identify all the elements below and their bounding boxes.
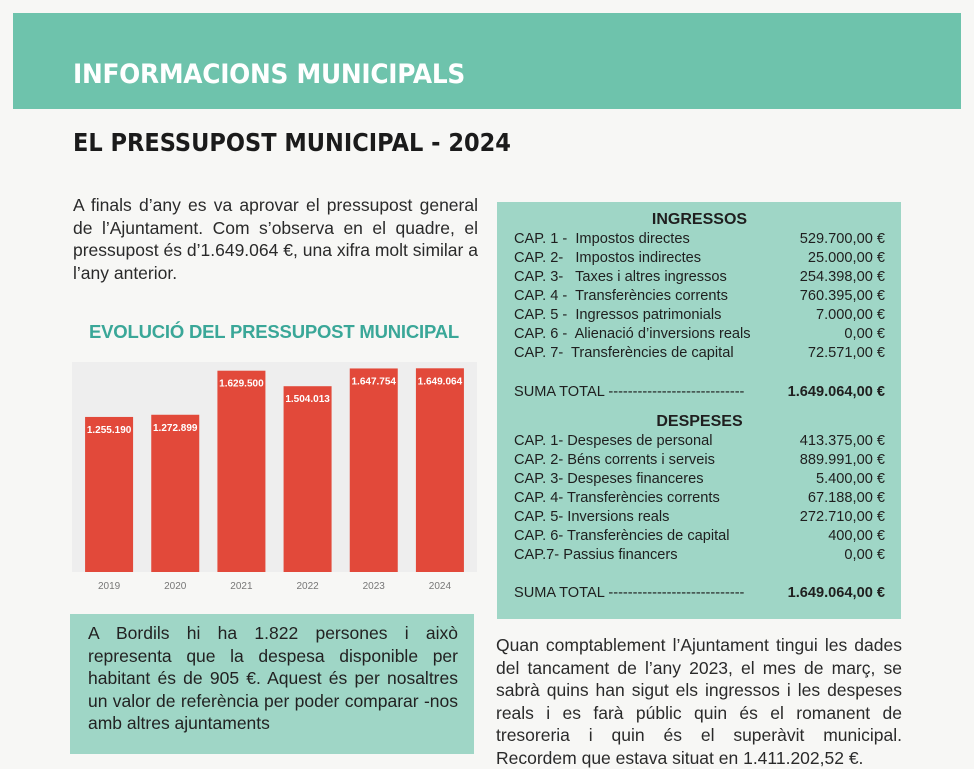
expense-row [514, 527, 885, 546]
income-label: CAP. 5 - Ingressos patrimonials [514, 307, 722, 323]
expense-row [514, 470, 885, 489]
expense-row [514, 451, 885, 470]
income-amount: 25.000,00 € [807, 250, 885, 266]
expense-label: CAP. 3- Despeses financeres [514, 471, 704, 487]
expense-label: CAP. 5- Inversions reals [514, 509, 670, 525]
chart-x-tick: 2020 [164, 581, 187, 592]
income-row [514, 325, 885, 344]
income-row [514, 249, 885, 268]
income-total-amount: 1.649.064,00 € [787, 384, 885, 400]
expense-label: CAP. 1- Despeses de personal [514, 433, 713, 449]
expense-total-amount: 1.649.064,00 € [787, 585, 885, 601]
income-amount: 254.398,00 € [799, 269, 885, 285]
expense-rows [514, 432, 885, 565]
income-amount: 760.395,00 € [799, 288, 885, 304]
chart-bar-2019 [85, 417, 133, 572]
expense-amount: 400,00 € [828, 528, 885, 544]
intro-paragraph: A finals d’any es va aprovar el pressupost general de l’Ajuntament. Com s’observa en el quadre, el pressupost és d’1.649.064 €, una xifra molt similar a l’any anterior. [73, 195, 478, 283]
expense-amount: 889.991,00 € [799, 452, 885, 468]
chart-bar-2023 [350, 368, 398, 572]
income-row [514, 306, 885, 325]
expense-row [514, 489, 885, 508]
chart-x-tick: 2022 [296, 581, 319, 592]
chart-value-label: 1.649.064 [417, 376, 463, 388]
budget-chart [72, 362, 477, 602]
income-label: CAP. 6 - Alienació d’inversions reals [514, 326, 751, 342]
chart-value-label: 1.647.754 [351, 376, 396, 388]
expense-amount: 413.375,00 € [799, 433, 885, 449]
expense-label: CAP. 2- Béns corrents i serveis [514, 452, 715, 468]
income-amount: 0,00 € [844, 326, 885, 342]
income-label: CAP. 3- Taxes i altres ingressos [514, 269, 727, 285]
income-amount: 72.571,00 € [807, 345, 885, 361]
expense-row [514, 432, 885, 451]
chart-bar-2020 [151, 415, 199, 572]
expense-amount: 5.400,00 € [816, 471, 885, 487]
closing-paragraph: Quan comptablement l’Ajuntament tingui les dades del tancament de l’any 2023, el mes de març, se sabrà quins han sigut els ingressos i les despeses reals i es farà públic quin és el romanent de tresoreria i quin és el superàvit municipal. Recordem que estava situat en 1.411.202,52 €. [496, 635, 902, 768]
expense-label: CAP. 4- Transferències corrents [514, 490, 720, 506]
chart-x-tick: 2021 [230, 581, 253, 592]
section-title: EL PRESSUPOST MUNICIPAL - 2024 [73, 128, 511, 157]
per-capita-text: A Bordils hi ha 1.822 persones i això representa que la despesa disponible per habitant és de 905 €. Aquest és per nosaltres un valor de referència per poder comparar -nos amb altres ajuntaments [88, 623, 458, 733]
chart-value-label: 1.504.013 [285, 394, 330, 406]
budget-table [497, 202, 901, 619]
chart-x-tick: 2019 [97, 581, 121, 592]
expense-row [514, 508, 885, 527]
expense-heading: DESPESES [656, 413, 743, 430]
income-label: CAP. 1 - Impostos directes [514, 231, 690, 247]
chart-value-label: 1.272.899 [153, 422, 198, 434]
expense-amount: 67.188,00 € [807, 490, 885, 506]
expense-row [514, 546, 885, 565]
chart-title: EVOLUCIÓ DEL PRESSUPOST MUNICIPAL [89, 321, 459, 342]
expense-label: CAP. 6- Transferències de capital [514, 528, 730, 544]
income-label: CAP. 2- Impostos indirectes [514, 250, 702, 266]
chart-bar-2022 [284, 386, 332, 572]
income-label: CAP. 4 - Transferències corrents [514, 288, 728, 304]
chart-bar-2024 [416, 368, 464, 572]
income-total-label: SUMA TOTAL ---------------------------- [514, 384, 745, 400]
expense-total-label: SUMA TOTAL ---------------------------- [514, 585, 745, 601]
income-rows [514, 230, 885, 363]
income-row [514, 344, 885, 363]
income-total-row [514, 382, 885, 402]
income-label: CAP. 7- Transferències de capital [514, 345, 734, 361]
chart-value-label: 1.629.500 [219, 378, 264, 390]
income-amount: 529.700,00 € [799, 231, 885, 247]
chart-x-tick: 2024 [428, 581, 452, 592]
chart-bar-2021 [217, 371, 265, 572]
per-capita-box [70, 614, 474, 754]
expense-total-row [514, 583, 885, 603]
chart-x-tick: 2023 [362, 581, 385, 592]
expense-amount: 0,00 € [844, 547, 885, 563]
income-row [514, 230, 885, 249]
income-row [514, 268, 885, 287]
expense-label: CAP.7- Passius financers [514, 547, 678, 563]
expense-amount: 272.710,00 € [799, 509, 885, 525]
bar-chart-svg [72, 362, 477, 602]
banner-title: INFORMACIONS MUNICIPALS [73, 59, 466, 90]
income-heading: INGRESSOS [651, 211, 748, 228]
header-banner [13, 13, 961, 109]
chart-value-label: 1.255.190 [86, 424, 132, 436]
income-row [514, 287, 885, 306]
income-amount: 7.000,00 € [816, 307, 885, 323]
